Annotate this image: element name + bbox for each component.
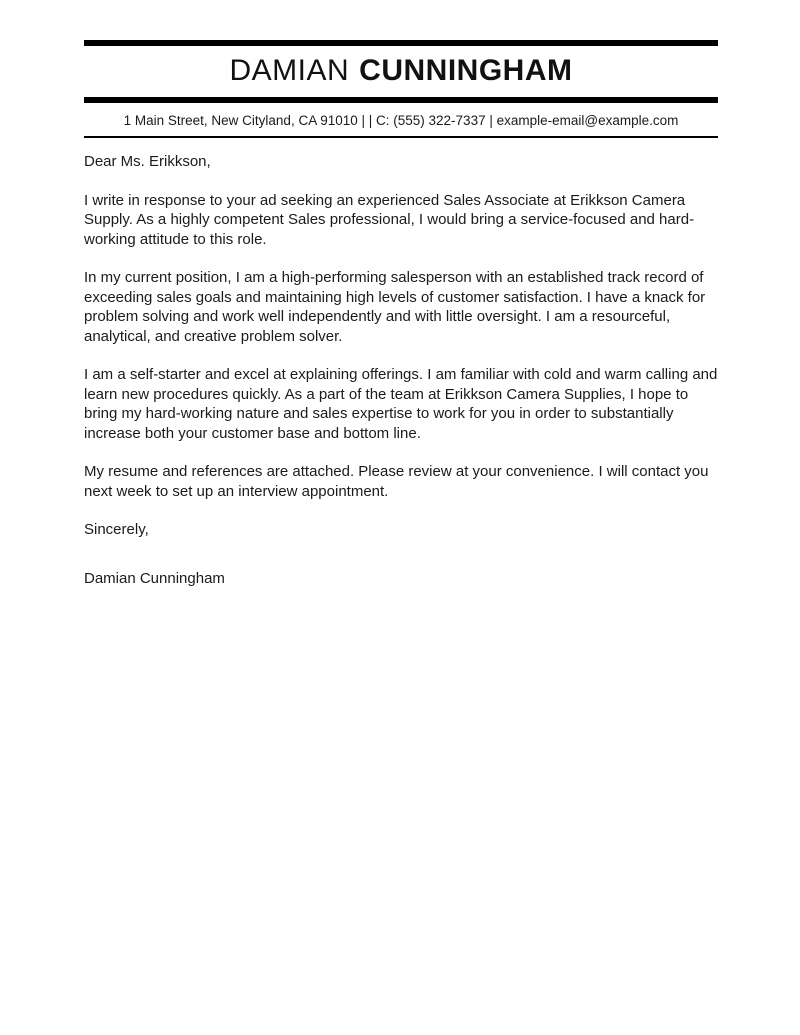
paragraph: I write in response to your ad seeking an experienced Sales Associate at Erikkson Camera Supply. As a highly competent Sales professional, I would bring a service-focused and hard-working attitude to this role. <box>84 191 695 248</box>
header-rule-top <box>84 40 718 46</box>
paragraph: In my current position, I am a high-performing salesperson with an established track record of exceeding sales goals and maintaining high levels of customer satisfaction. I have a knack for problem solving and work well independently and with little oversight. I am a resourceful, analytical, and creative problem solver. <box>84 269 706 345</box>
page-title <box>84 54 718 88</box>
closing: Sincerely, <box>84 521 149 538</box>
signature: Damian Cunningham <box>84 569 225 587</box>
name-first: DAMIAN <box>229 54 350 87</box>
salutation: Dear Ms. Erikkson, <box>84 153 211 170</box>
letter-body <box>84 152 718 588</box>
paragraph: I am a self-starter and excel at explaining offerings. I am familiar with cold and warm calling and learn new procedures quickly. As a part of the team at Erikkson Camera Supplies, I hope to bring my hard-working nature and sales expertise to work for you in order to substantially increase both your customer base and bottom line. <box>84 366 718 442</box>
paragraph: My resume and references are attached. Please review at your convenience. I will contact you next week to set up an interview appointment. <box>84 463 709 500</box>
contact-line: 1 Main Street, New Cityland, CA 91010 | | C: (555) 322-7337 | example-email@example.com <box>84 103 718 138</box>
name-last: CUNNINGHAM <box>359 54 573 87</box>
